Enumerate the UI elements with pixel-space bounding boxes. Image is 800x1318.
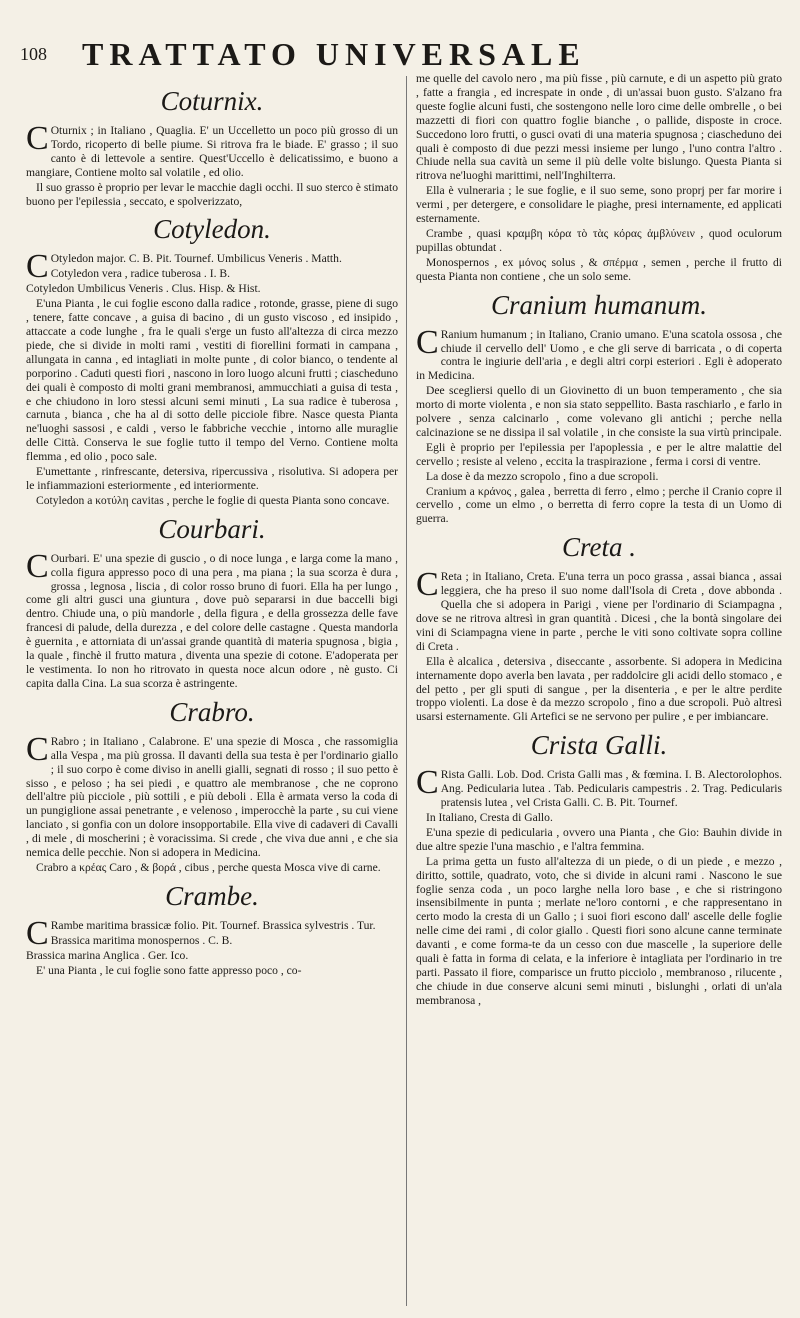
paragraph-text: Brassica marina Anglica . Ger. Ico. <box>26 948 189 962</box>
paragraph-text: Brassica maritima monospernos . C. B. <box>50 933 233 947</box>
right-column <box>416 72 782 1304</box>
paragraph-text: Reta ; in Italiano, Creta. E'una terra un poco grassa , assai bianca , assai leggiera, che ha preso il suo nome dall'Isola di Creta , dove abbonda . Quella che si adopera in Parigi , viene per l'ordinario di Sciampagna , dove se ne ritrova altresì in gran quantità . Dicesi , che la bontà singolare dei vini di Sciampagna viene in parte , perche le viti sono coltivate sopra colline di Creta . <box>416 570 782 653</box>
paragraph-text: E'una spezie di pedicularia , ovvero una Pianta , che Gio: Bauhin divide in due altre spezie l'una maschio , e l'altra femmina. <box>416 825 782 853</box>
paragraph-text: Rista Galli. Lob. Dod. Crista Galli mas , & fœmina. I. B. Alectorolophos. Ang. Pedicularia lutea . Tab. Pedicularis campestris . 2. Trag. Pedicularis pratensis lutea , vel Crista Galli. C. B. Pit. Tournef. <box>440 768 782 810</box>
paragraph-text: E'umettante , rinfrescante, detersiva, ripercussiva , risolutiva. Si adopera per le infiammazioni esteriormente , ed interiormente. <box>26 465 398 492</box>
entry-heading: Crabro. <box>169 696 255 727</box>
paragraph <box>416 227 782 255</box>
paragraph-text: E' una Pianta , le cui foglie sono fatte appresso poco , co- <box>36 963 302 977</box>
drop-cap: C <box>26 730 49 768</box>
entry-heading: Crista Galli. <box>530 730 668 761</box>
paragraph-text: Crabro a κρέας Caro , & βορά , cibus , perche questa Mosca vive di carne. <box>36 860 381 874</box>
paragraph <box>26 949 398 963</box>
paragraph-text: Monospernos , ex μόνος solus , & σπέρμα , semen , perche il frutto di questa Pianta non contiene , che un solo seme. <box>416 255 782 283</box>
drop-cap: C <box>416 566 439 604</box>
paragraph-text: Dee scegliersi quello di un Giovinetto di un buon temperamento , che sia morto di morte violenta , e non sia stato seppellito. Basta raschiarlo , e farlo in polvere , senza calcinarlo , come volevano gli antichi ; perche nella calcinazione se ne dissipa il sal volatile , in che consiste la sua virtù principale. <box>416 384 782 439</box>
paragraph-text: Ranium humanum ; in Italiano, Cranio umano. E'una scatola ossosa , che chiude il cervello dell' Uomo , e che gli serve di barricata , o di coperta contra le ingiurie dell'aria , e degli altri corpi esteriori . Egli è adoperato in Medicina. <box>416 327 782 383</box>
paragraph-text: Cranium a κράνος , galea , berretta di ferro , elmo ; perche il Cranio copre il cervello , come un elmo , o berretta di ferro copre la testa di un Uomo di guerra. <box>416 484 782 526</box>
paragraph <box>26 465 398 493</box>
paragraph-text: Rambe maritima brassicæ folio. Pit. Tournef. Brassica sylvestris . Tur. <box>50 918 376 932</box>
page-header <box>20 36 776 72</box>
paragraph-text: Ella è vulneraria ; le sue foglie, e il suo seme, sono proprj per far morire i vermi , per detergere, e consolidare le piaghe, presi internamente, ed applicati esternamente. <box>416 184 782 226</box>
drop-cap: C <box>26 547 49 585</box>
paragraph <box>26 181 398 209</box>
paragraph-text: Cotyledon a κοτύλη cavitas , perche le foglie di questa Pianta sono concave. <box>36 493 390 507</box>
paragraph <box>26 934 398 948</box>
entry-heading: Creta . <box>562 532 636 563</box>
paragraph <box>416 764 782 810</box>
paragraph <box>416 256 782 284</box>
paragraph-text: La dose è da mezzo scropolo , fino a due scropoli. <box>426 469 659 483</box>
entry-heading: Courbari. <box>158 513 266 544</box>
paragraph-text: Ella è alcalica , detersiva , diseccante , assorbente. Si adopera in Medicina internamente dopo averla ben lavata , per raddolcire gli acidi dello stomaco , e del petto , per gli sputi di sangue , per la disenteria , e per le altre perdite troppo violenti. La dose è da mezzo scropolo , fino a due scropoli. Può altresì usarsi esternamente. Gli Artefici se ne servono per pulire , e per imbiancare. <box>416 654 782 724</box>
paragraph <box>26 730 398 860</box>
drop-cap: C <box>416 764 439 802</box>
paragraph <box>26 964 398 978</box>
paragraph-text: E'una Pianta , le cui foglie escono dalla radice , rotonde, grasse, piene di sugo , tenere, fatte concave , a guisa di bacino , di un gusto viscoso , ed insipido , attaccate a code lunghe , fra le quali s'erge un fusto all'altezza di circa mezzo piede, che si divide in molti rami , vestiti di fiorellini formati in campana , allungata in canna , ed intagliati in molte punte , di color bianco, o tendente al porporino . Caduti questi fiori , nascono in loro luogo alcuni frutti ; ciascheduno dei quali è composto di molti grani membranosi, ammucchiati a guisa di testa , e che chiudono in loro stessi alcuni semi minuti , La sua radice è tuberosa , carnuta , bianca , che ha al di sotto delle picciole fibre. Nasce questa Pianta ne'luoghi sassosi , e caldi , verso le fabbriche vecchie , intorno alle muraglie delle Città. Conserva le sue foglie tutto il tempo del Verno. Contiene molta flemma , ed olio , poco sale. <box>26 297 398 464</box>
paragraph <box>416 826 782 854</box>
paragraph <box>26 267 398 281</box>
paragraph <box>26 120 398 180</box>
left-column <box>26 80 398 1312</box>
paragraph-text: Cotyledon vera , radice tuberosa . I. B. <box>50 267 231 281</box>
paragraph <box>416 184 782 226</box>
paragraph-text: La prima getta un fusto all'altezza di un piede, o di un piede , e mezzo , diritto, sottile, quadrato, voto, che si divide in alcuni rami . Nascono le sue foglie senza coda , un poco larghe nella loro base , e che si ristringono insensibilmente in punta ; merlate ne'loro contorni , e che rappresentano in certo modo la cresta di un Gallo ; i suoi fiori escono dall' ascelle delle foglie nelle cime dei rami , di color giallo . Questi fiori sono alcune canne terminate davanti , e come forma-te da un cesso con due mascelle , la superiore delle quali è fatta in forma di celata, e la inferiore è intagliata per l'ordinario in tre parti. Passato il fiore, comparisce un frutto picciolo , membranoso , rilucente , che chiude in due conserve alcuni semi minuti , bislunghi , orlati di un'ala membranosa , <box>416 854 782 1007</box>
paragraph <box>26 861 398 875</box>
paragraph-text: Crambe , quasi κραμβη κόρα τὸ τὰς κόρας ἀμβλύνειν , quod oculorum pupillas obtundat . <box>416 226 782 254</box>
drop-cap: C <box>26 120 49 157</box>
paragraph <box>26 547 398 691</box>
paragraph-text: Cotyledon Umbilicus Veneris . Clus. Hisp. & Hist. <box>26 282 261 296</box>
entry-heading: Cranium humanum. <box>490 289 707 320</box>
paragraph <box>416 566 782 653</box>
paragraph-text: Egli è proprio per l'epilessia per l'apoplessia , e per le altre malattie del cervello ; resiste al veleno , eccita la traspirazione , ferma i corsi di ventre. <box>416 440 782 468</box>
running-title: TRATTATO UNIVERSALE <box>82 36 586 72</box>
paragraph <box>26 297 398 464</box>
paragraph <box>26 282 398 296</box>
paragraph-text: Rabro ; in Italiano , Calabrone. E' una spezie di Mosca , che rassomiglia alla Vespa , ma più grossa. Il davanti della sua testa è per l'ordinario giallo ; il suo corpo è come diviso in anelli gialli, segnati di rosso ; il suo petto è sisso , e peloso ; ha sei piedi , e quattro ale membranose , che ne coprono dell'altre più picciole , più sottili , e più deboli . Ella è armata verso la coda di un pungiglione assai penetrante , e velenoso , imperocchè la parte , su cui viene lanciato , si gonfia con un dolore insopportabile. Ella vive di cadaveri di Cavalli , di mele , di moscherini ; è voracissima. Si crede , che viva due anni , e che sia nemica delle pecchie. Non si adopera in Medicina. <box>26 734 398 860</box>
paragraph-text: Oturnix ; in Italiano , Quaglia. E' un Uccelletto un poco più grosso di un Tordo, ricoperto di belle piume. Si ritrova fra le biade. E' grasso ; il suo canto è di lettevole a sentire. Quest'Uccello è delicatissimo, e buono a mangiare, Contiene molto sal volatile , ed olio. <box>26 124 398 179</box>
paragraph-text: In Italiano, Cresta di Gallo. <box>426 810 553 824</box>
paragraph <box>416 855 782 1008</box>
paragraph <box>416 323 782 384</box>
paragraph <box>416 384 782 440</box>
paragraph <box>416 470 782 484</box>
paragraph-text: Otyledon major. C. B. Pit. Tournef. Umbilicus Veneris . Matth. <box>50 252 342 266</box>
page-number: 108 <box>20 44 47 64</box>
paragraph-text: Il suo grasso è proprio per levar le macchie dagli occhi. Il suo sterco è stimato buono per l'epilessia , seccato, e spolverizzato, <box>26 180 398 208</box>
paragraph <box>416 72 782 183</box>
drop-cap: C <box>26 248 49 286</box>
drop-cap: C <box>416 323 439 361</box>
entry-heading: Crambe. <box>165 880 259 911</box>
paragraph <box>416 811 782 825</box>
column-divider <box>406 76 407 1306</box>
paragraph-text: Ourbari. E' una spezie di guscio , o di noce lunga , e larga come la mano , colla figura appresso poco di una pera , ma piana ; la sua scorza è dura , grossa , legnosa , liscia , di color rosso bruno di fuori. Ella ha per lungo , come gli altri gusci una giuntura , dove può separarsi in due baccelli bigi dentro. Chiude una, o più mandorle , della figura , e della grossezza delle fave francesi di palude, della durezza , e del colore delle castagne . Questa mandorla è guernita , e attorniata di un'assai grande quantità di materia spugnosa , bigia , la quale , finchè il frutto matura , diventa una spezie di cotone. E'adoperata per le vestimenta. Io non ho ritrovato in questa noce alcun odore , nè gusto. Ci capita dalla Cina. La sua scorza è astringente. <box>26 551 398 690</box>
paragraph <box>416 441 782 469</box>
drop-cap: C <box>26 914 49 952</box>
paragraph <box>416 655 782 725</box>
paragraph <box>26 494 398 508</box>
entry-heading: Cotyledon. <box>153 214 271 245</box>
paragraph-text: me quelle del cavolo nero , ma più fisse , più carnute, e di un aspetto più grato , fatte a frangia , ed increspate in onde , di un'assai buon gusto. S'alzano fra queste foglie alcuni fusti, che sostengono nelle loro cime delle ombrelle , o bei mazzetti di fiori con quattro foglie bianche , o pallide, disposte in croce. Succedono loro frutti, o gusci ovati di una materia spugnosa ; ciascheduno dei quali è composto di due pezzi messi insieme per lungo , l'uno contra l'altro . Chiude nella sua cavità un seme il più delle volte bislungo. Questa Pianta si ritrova ne'luoghi marittimi, nell'Inghilterra. <box>416 72 782 183</box>
paragraph <box>416 485 782 527</box>
entry-heading: Coturnix. <box>160 86 264 116</box>
